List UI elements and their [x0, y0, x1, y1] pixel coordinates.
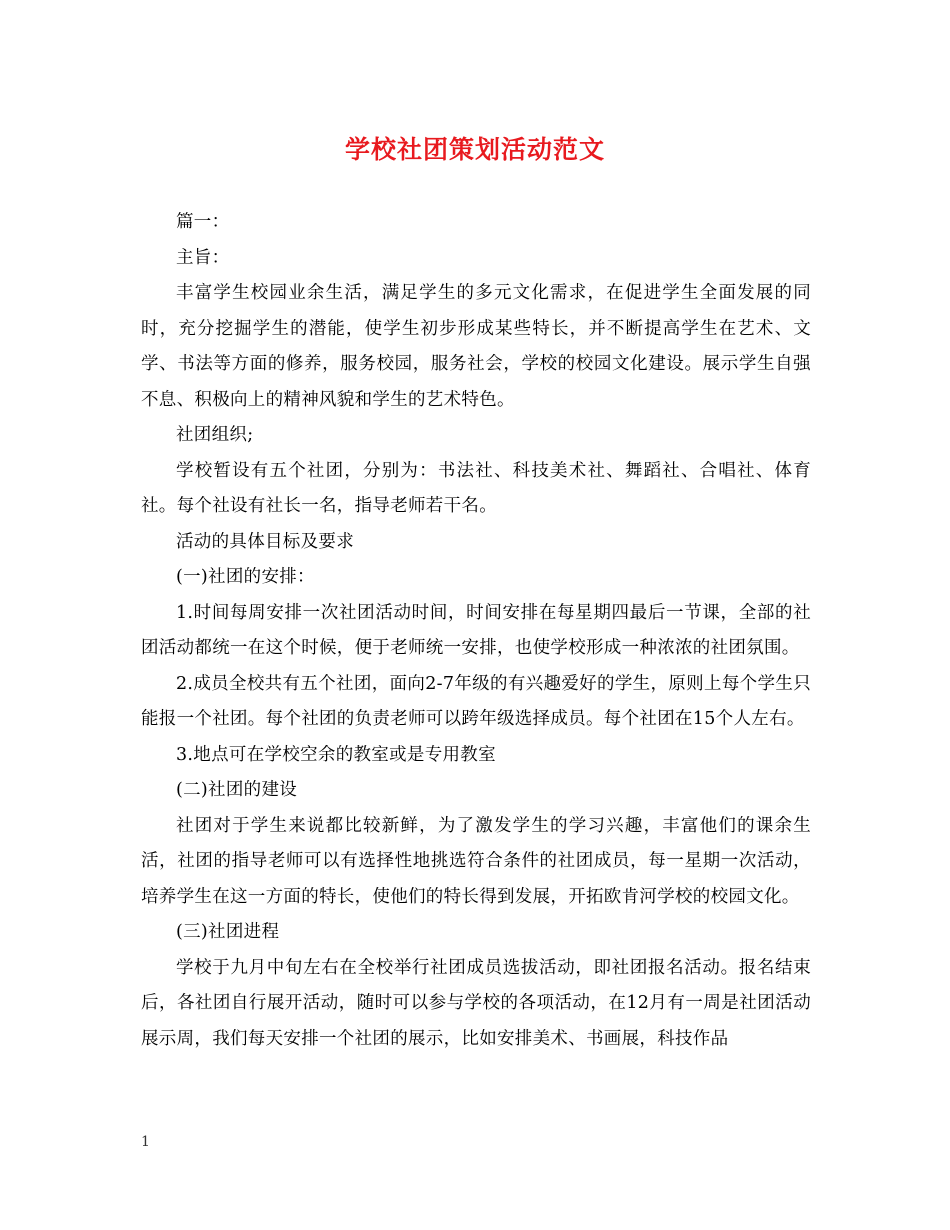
paragraph: 学校暂设有五个社团，分别为：书法社、科技美术社、舞蹈社、合唱社、体育社。每个社设有社长一名，指导老师若干名。 — [141, 460, 811, 516]
paragraph: (一)社团的安排： — [176, 567, 315, 587]
paragraph: 篇一： — [176, 212, 230, 232]
paragraph: 社团对于学生来说都比较新鲜，为了激发学生的学习兴趣，丰富他们的课余生活，社团的指导老师可以有选择性地挑选符合条件的社团成员，每一星期一次活动，培养学生在这一方面的特长，使他们的特长得到发展，开拓欧肯河学校的校园文化。 — [141, 815, 811, 907]
paragraph: 3.地点可在学校空余的教室或是专用教室 — [176, 744, 496, 765]
paragraph: 活动的具体目标及要求 — [176, 531, 354, 552]
document-title: 学校社团策划活动范文 — [344, 135, 605, 164]
paragraph: 2.成员全校共有五个社团，面向2-7年级的有兴趣爱好的学生，原则上每个学生只能报一个社团。每个社团的负责老师可以跨年级选择成员。每个社团在15个人左右。 — [141, 673, 811, 729]
paragraph: 主旨： — [176, 247, 230, 268]
paragraph: 1.时间每周安排一次社团活动时间，时间安排在每星期四最后一节课，全部的社团活动都统一在这个时候，便于老师统一安排，也使学校形成一种浓浓的社团氛围。 — [141, 602, 811, 658]
paragraph: 社团组织; — [176, 425, 254, 445]
paragraph: 丰富学生校园业余生活，满足学生的多元文化需求，在促进学生全面发展的同时，充分挖掘学生的潜能，使学生初步形成某些特长，并不断提高学生在艺术、文学、书法等方面的修养，服务校园，服务社会，学校的校园文化建设。展示学生自强不息、积极向上的精神风貌和学生的艺术特色。 — [141, 283, 811, 410]
paragraph: 学校于九月中旬左右在全校举行社团成员选拔活动，即社团报名活动。报名结束后，各社团自行展开活动，随时可以参与学校的各项活动，在12月有一周是社团活动展示周，我们每天安排一个社团的展示，比如安排美术、书画展，科技作品 — [141, 957, 811, 1049]
page-number: 1 — [141, 1134, 150, 1150]
paragraph: (二)社团的建设 — [176, 780, 298, 800]
document-body — [141, 205, 811, 1057]
paragraph: (三)社团进程 — [176, 922, 280, 942]
